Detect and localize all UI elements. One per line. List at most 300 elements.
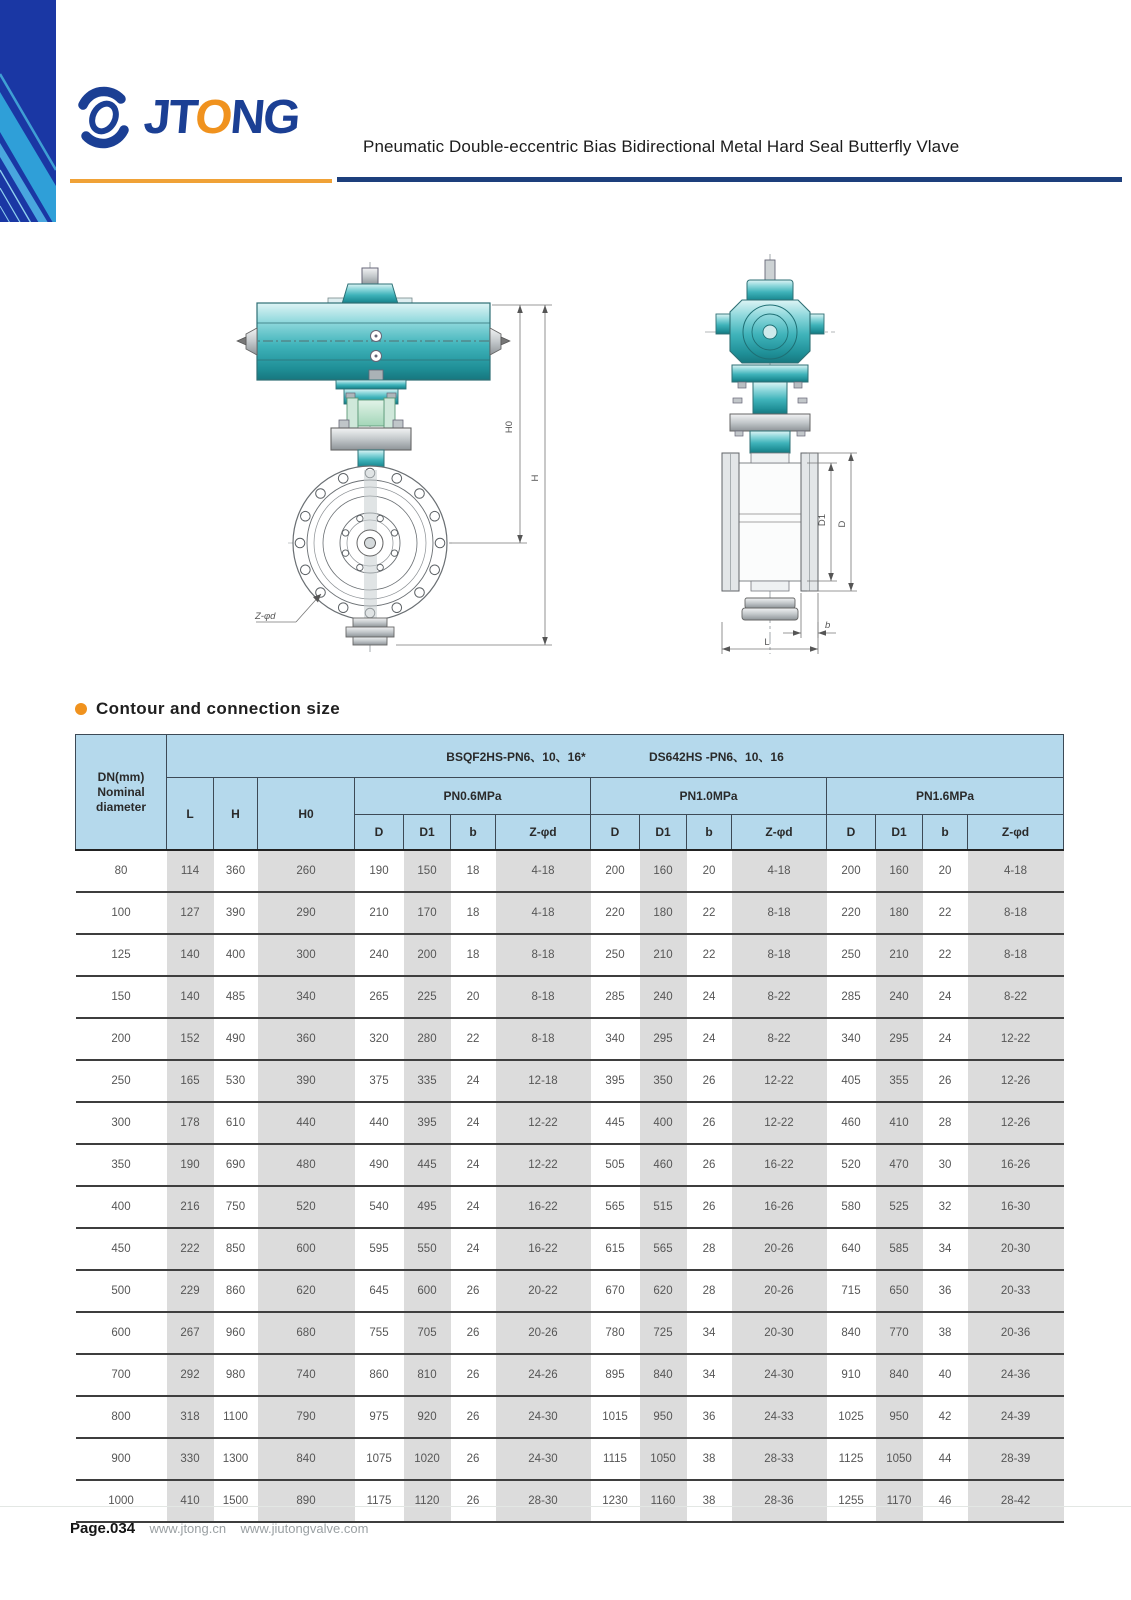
table-cell: 500 xyxy=(76,1270,167,1312)
table-cell: 24-33 xyxy=(732,1396,827,1438)
table-cell: 600 xyxy=(258,1228,355,1270)
table-cell: 1025 xyxy=(827,1396,876,1438)
table-cell: 450 xyxy=(76,1228,167,1270)
table-cell: 700 xyxy=(76,1354,167,1396)
table-cell: 1230 xyxy=(591,1480,640,1522)
table-cell: 440 xyxy=(258,1102,355,1144)
table-cell: 260 xyxy=(258,850,355,892)
logo xyxy=(72,86,299,150)
table-cell: 20-26 xyxy=(496,1312,591,1354)
table-cell: 210 xyxy=(640,934,687,976)
table-cell: 525 xyxy=(876,1186,923,1228)
table-row xyxy=(76,1060,1064,1102)
table-cell: 515 xyxy=(640,1186,687,1228)
table-cell: 340 xyxy=(827,1018,876,1060)
table-cell: 285 xyxy=(591,976,640,1018)
table-cell: 650 xyxy=(876,1270,923,1312)
header-pn10: PN1.0MPa xyxy=(591,778,827,815)
table-cell: 680 xyxy=(258,1312,355,1354)
section-heading-row xyxy=(75,699,340,719)
table-cell: 40 xyxy=(923,1354,968,1396)
table-cell: 22 xyxy=(923,934,968,976)
table-cell: 20-22 xyxy=(496,1270,591,1312)
table-cell: 24 xyxy=(451,1228,496,1270)
table-cell: 445 xyxy=(591,1102,640,1144)
table-cell: 160 xyxy=(640,850,687,892)
table-cell: 114 xyxy=(167,850,214,892)
table-cell: 8-18 xyxy=(496,934,591,976)
table-cell: 26 xyxy=(451,1396,496,1438)
table-cell: 390 xyxy=(258,1060,355,1102)
table-cell: 460 xyxy=(640,1144,687,1186)
table-cell: 350 xyxy=(76,1144,167,1186)
table-cell: 360 xyxy=(214,850,258,892)
table-cell: 190 xyxy=(167,1144,214,1186)
table-cell: 395 xyxy=(591,1060,640,1102)
table-row xyxy=(76,1312,1064,1354)
table-cell: 34 xyxy=(687,1312,732,1354)
table-cell: 200 xyxy=(591,850,640,892)
table-cell: 960 xyxy=(214,1312,258,1354)
logo-text-o: O xyxy=(192,91,233,144)
table-cell: 100 xyxy=(76,892,167,934)
table-cell: 38 xyxy=(687,1438,732,1480)
table-cell: 24-30 xyxy=(496,1438,591,1480)
table-cell: 18 xyxy=(451,892,496,934)
table-cell: 485 xyxy=(214,976,258,1018)
table-cell: 295 xyxy=(876,1018,923,1060)
table-cell: 24 xyxy=(923,1018,968,1060)
table-cell: 705 xyxy=(404,1312,451,1354)
table-cell: 28 xyxy=(923,1102,968,1144)
table-cell: 12-22 xyxy=(496,1102,591,1144)
table-cell: 28-39 xyxy=(968,1438,1064,1480)
dim-label-l: L xyxy=(764,637,770,648)
table-cell: 16-26 xyxy=(732,1186,827,1228)
pneumatic-actuator xyxy=(237,268,510,392)
table-cell: 127 xyxy=(167,892,214,934)
table-cell: 520 xyxy=(827,1144,876,1186)
table-cell: 24-30 xyxy=(496,1396,591,1438)
table-cell: 200 xyxy=(827,850,876,892)
table-cell: 4-18 xyxy=(496,892,591,934)
table-cell: 405 xyxy=(827,1060,876,1102)
header-sub-d: D xyxy=(355,815,404,851)
table-cell: 18 xyxy=(451,934,496,976)
table-cell: 300 xyxy=(258,934,355,976)
table-cell: 740 xyxy=(258,1354,355,1396)
page-number: Page.034 xyxy=(70,1520,136,1537)
header-sub-b: b xyxy=(451,815,496,851)
table-cell: 20-30 xyxy=(732,1312,827,1354)
page-title: Pneumatic Double-eccentric Bias Bidirectional Metal Hard Seal Butterfly Vlave xyxy=(363,137,960,156)
table-cell: 8-18 xyxy=(732,934,827,976)
table-cell: 26 xyxy=(451,1354,496,1396)
jtong-swirl-icon xyxy=(72,86,136,150)
table-cell: 210 xyxy=(876,934,923,976)
page-footer xyxy=(0,1506,1131,1538)
header-col-l: L xyxy=(167,778,214,851)
table-cell: 550 xyxy=(404,1228,451,1270)
table-cell: 840 xyxy=(827,1312,876,1354)
table-cell: 8-22 xyxy=(968,976,1064,1018)
table-cell: 36 xyxy=(923,1270,968,1312)
table-cell: 26 xyxy=(687,1102,732,1144)
table-cell: 12-26 xyxy=(968,1102,1064,1144)
table-cell: 620 xyxy=(258,1270,355,1312)
dim-label-z-phi-d: Z-φd xyxy=(255,611,276,622)
table-row xyxy=(76,892,1064,934)
table-cell: 280 xyxy=(404,1018,451,1060)
logo-text-ng: NG xyxy=(228,91,301,144)
table-cell: 615 xyxy=(591,1228,640,1270)
table-cell: 900 xyxy=(76,1438,167,1480)
table-cell: 565 xyxy=(591,1186,640,1228)
table-cell: 395 xyxy=(404,1102,451,1144)
table-cell: 150 xyxy=(76,976,167,1018)
header-col-h0: H0 xyxy=(258,778,355,851)
table-cell: 1000 xyxy=(76,1480,167,1522)
table-cell: 840 xyxy=(258,1438,355,1480)
table-cell: 890 xyxy=(258,1480,355,1522)
table-cell: 24-26 xyxy=(496,1354,591,1396)
table-cell: 12-26 xyxy=(968,1060,1064,1102)
table-cell: 318 xyxy=(167,1396,214,1438)
table-row xyxy=(76,1228,1064,1270)
table-cell: 840 xyxy=(640,1354,687,1396)
table-cell: 26 xyxy=(451,1438,496,1480)
section-heading: Contour and connection size xyxy=(96,699,341,718)
header-pn06: PN0.6MPa xyxy=(355,778,591,815)
orange-bullet-icon xyxy=(75,703,87,715)
table-cell: 750 xyxy=(214,1186,258,1228)
table-cell: 950 xyxy=(640,1396,687,1438)
table-cell: 670 xyxy=(591,1270,640,1312)
table-cell: 850 xyxy=(214,1228,258,1270)
table-cell: 375 xyxy=(355,1060,404,1102)
side-view-drawing xyxy=(645,248,880,658)
table-cell: 180 xyxy=(876,892,923,934)
table-cell: 950 xyxy=(876,1396,923,1438)
table-row xyxy=(76,1102,1064,1144)
table-row xyxy=(76,1270,1064,1312)
header-sub-d: D xyxy=(827,815,876,851)
table-cell: 20 xyxy=(451,976,496,1018)
table-cell: 24-36 xyxy=(968,1354,1064,1396)
table-cell: 22 xyxy=(451,1018,496,1060)
table-cell: 1050 xyxy=(640,1438,687,1480)
table-cell: 355 xyxy=(876,1060,923,1102)
table-cell: 800 xyxy=(76,1396,167,1438)
table-cell: 16-22 xyxy=(496,1186,591,1228)
table-cell: 28-33 xyxy=(732,1438,827,1480)
table-cell: 610 xyxy=(214,1102,258,1144)
table-cell: 24 xyxy=(687,976,732,1018)
table-cell: 140 xyxy=(167,934,214,976)
table-cell: 4-18 xyxy=(732,850,827,892)
table-cell: 12-22 xyxy=(732,1102,827,1144)
table-cell: 46 xyxy=(923,1480,968,1522)
table-cell: 140 xyxy=(167,976,214,1018)
table-row xyxy=(76,1186,1064,1228)
table-cell: 1500 xyxy=(214,1480,258,1522)
valve-neck-and-flange xyxy=(331,380,411,468)
table-cell: 350 xyxy=(640,1060,687,1102)
table-cell: 34 xyxy=(923,1228,968,1270)
table-cell: 400 xyxy=(214,934,258,976)
table-cell: 1125 xyxy=(827,1438,876,1480)
front-view-drawing xyxy=(200,248,565,658)
table-cell: 38 xyxy=(687,1480,732,1522)
actuator-side xyxy=(716,260,824,453)
table-cell: 200 xyxy=(404,934,451,976)
valve-disc xyxy=(293,466,447,645)
table-cell: 292 xyxy=(167,1354,214,1396)
table-cell: 8-18 xyxy=(968,934,1064,976)
blue-rule xyxy=(337,177,1122,182)
table-cell: 585 xyxy=(876,1228,923,1270)
header-sub-d: D xyxy=(591,815,640,851)
table-cell: 170 xyxy=(404,892,451,934)
table-cell: 222 xyxy=(167,1228,214,1270)
table-cell: 20-26 xyxy=(732,1270,827,1312)
table-cell: 530 xyxy=(214,1060,258,1102)
table-cell: 595 xyxy=(355,1228,404,1270)
header-col-h: H xyxy=(214,778,258,851)
table-cell: 8-18 xyxy=(968,892,1064,934)
table-cell: 1170 xyxy=(876,1480,923,1522)
table-cell: 290 xyxy=(258,892,355,934)
header-sub-z: Z-φd xyxy=(496,815,591,851)
table-cell: 1255 xyxy=(827,1480,876,1522)
table-cell: 12-22 xyxy=(732,1060,827,1102)
table-cell: 12-18 xyxy=(496,1060,591,1102)
table-cell: 16-22 xyxy=(732,1144,827,1186)
table-cell: 1100 xyxy=(214,1396,258,1438)
table-cell: 32 xyxy=(923,1186,968,1228)
table-cell: 640 xyxy=(827,1228,876,1270)
table-cell: 125 xyxy=(76,934,167,976)
table-cell: 20-30 xyxy=(968,1228,1064,1270)
table-cell: 30 xyxy=(923,1144,968,1186)
table-cell: 860 xyxy=(214,1270,258,1312)
table-cell: 26 xyxy=(451,1312,496,1354)
table-row xyxy=(76,976,1064,1018)
table-cell: 225 xyxy=(404,976,451,1018)
table-cell: 250 xyxy=(76,1060,167,1102)
decor-band xyxy=(0,0,56,222)
dim-label-h0: H0 xyxy=(504,420,515,434)
table-cell: 178 xyxy=(167,1102,214,1144)
table-cell: 24 xyxy=(687,1018,732,1060)
header-sub-b: b xyxy=(687,815,732,851)
table-cell: 36 xyxy=(687,1396,732,1438)
table-cell: 860 xyxy=(355,1354,404,1396)
table-cell: 28-42 xyxy=(968,1480,1064,1522)
table-cell: 335 xyxy=(404,1060,451,1102)
table-row xyxy=(76,1144,1064,1186)
table-body xyxy=(76,850,1064,1522)
header-dn: DN(mm) Nominal diameter xyxy=(76,735,167,851)
table-cell: 690 xyxy=(214,1144,258,1186)
table-cell: 265 xyxy=(355,976,404,1018)
table-cell: 34 xyxy=(687,1354,732,1396)
table-cell: 895 xyxy=(591,1354,640,1396)
logo-text xyxy=(141,91,301,144)
table-row xyxy=(76,850,1064,892)
table-cell: 250 xyxy=(827,934,876,976)
table-row xyxy=(76,1438,1064,1480)
table-cell: 400 xyxy=(76,1186,167,1228)
table-cell: 300 xyxy=(76,1102,167,1144)
table-cell: 80 xyxy=(76,850,167,892)
table-cell: 190 xyxy=(355,850,404,892)
table-cell: 8-22 xyxy=(732,1018,827,1060)
table-cell: 285 xyxy=(827,976,876,1018)
table-cell: 410 xyxy=(876,1102,923,1144)
table-cell: 24 xyxy=(451,1144,496,1186)
table-cell: 200 xyxy=(76,1018,167,1060)
table-cell: 18 xyxy=(451,850,496,892)
table-row xyxy=(76,1018,1064,1060)
table-cell: 600 xyxy=(404,1270,451,1312)
table-cell: 390 xyxy=(214,892,258,934)
table-cell: 1075 xyxy=(355,1438,404,1480)
table-cell: 20-26 xyxy=(732,1228,827,1270)
header-model-left: BSQF2HS-PN6、10、16* xyxy=(446,749,586,764)
orange-rule xyxy=(70,179,332,183)
table-cell: 600 xyxy=(76,1312,167,1354)
table-cell: 790 xyxy=(258,1396,355,1438)
table-row xyxy=(76,1354,1064,1396)
table-cell: 20-36 xyxy=(968,1312,1064,1354)
table-cell: 26 xyxy=(687,1144,732,1186)
table-cell: 1115 xyxy=(591,1438,640,1480)
table-cell: 28 xyxy=(687,1228,732,1270)
table-cell: 330 xyxy=(167,1438,214,1480)
table-cell: 210 xyxy=(355,892,404,934)
table-cell: 8-18 xyxy=(496,976,591,1018)
table-cell: 42 xyxy=(923,1396,968,1438)
table-cell: 645 xyxy=(355,1270,404,1312)
table-cell: 8-18 xyxy=(496,1018,591,1060)
table-cell: 24-30 xyxy=(732,1354,827,1396)
table-cell: 8-22 xyxy=(732,976,827,1018)
table-cell: 580 xyxy=(827,1186,876,1228)
header-sub-b: b xyxy=(923,815,968,851)
header-pn16: PN1.6MPa xyxy=(827,778,1064,815)
header-models xyxy=(167,735,1064,778)
table-cell: 840 xyxy=(876,1354,923,1396)
table-cell: 28-36 xyxy=(732,1480,827,1522)
table-cell: 44 xyxy=(923,1438,968,1480)
header-sub-d1: D1 xyxy=(640,815,687,851)
table-cell: 12-22 xyxy=(496,1144,591,1186)
table-cell: 220 xyxy=(827,892,876,934)
table-cell: 440 xyxy=(355,1102,404,1144)
table-cell: 340 xyxy=(591,1018,640,1060)
table-cell: 1175 xyxy=(355,1480,404,1522)
table-cell: 975 xyxy=(355,1396,404,1438)
table-cell: 400 xyxy=(640,1102,687,1144)
table-cell: 1300 xyxy=(214,1438,258,1480)
table-cell: 20-33 xyxy=(968,1270,1064,1312)
table-cell: 16-26 xyxy=(968,1144,1064,1186)
table-cell: 26 xyxy=(923,1060,968,1102)
table-cell: 540 xyxy=(355,1186,404,1228)
table-cell: 16-30 xyxy=(968,1186,1064,1228)
header-sub-z: Z-φd xyxy=(732,815,827,851)
table-cell: 26 xyxy=(451,1480,496,1522)
table-cell: 980 xyxy=(214,1354,258,1396)
table-cell: 620 xyxy=(640,1270,687,1312)
table-cell: 780 xyxy=(591,1312,640,1354)
table-cell: 267 xyxy=(167,1312,214,1354)
footer-url-1: www.jtong.cn xyxy=(149,1521,227,1536)
dim-label-b: b xyxy=(825,620,831,631)
logo-text-jt: JT xyxy=(141,91,198,144)
table-cell: 24-39 xyxy=(968,1396,1064,1438)
table-cell: 715 xyxy=(827,1270,876,1312)
table-cell: 770 xyxy=(876,1312,923,1354)
dim-label-d: D xyxy=(837,520,848,528)
table-cell: 22 xyxy=(687,934,732,976)
table-cell: 20 xyxy=(923,850,968,892)
table-cell: 470 xyxy=(876,1144,923,1186)
table-cell: 410 xyxy=(167,1480,214,1522)
table-row xyxy=(76,1396,1064,1438)
table-cell: 360 xyxy=(258,1018,355,1060)
table-cell: 4-18 xyxy=(968,850,1064,892)
table-cell: 26 xyxy=(451,1270,496,1312)
table-cell: 295 xyxy=(640,1018,687,1060)
table-cell: 1050 xyxy=(876,1438,923,1480)
table-cell: 505 xyxy=(591,1144,640,1186)
table-cell: 725 xyxy=(640,1312,687,1354)
table-cell: 16-22 xyxy=(496,1228,591,1270)
table-cell: 152 xyxy=(167,1018,214,1060)
header-model-right: DS642HS -PN6、10、16 xyxy=(649,749,784,764)
table-row xyxy=(76,934,1064,976)
table-cell: 216 xyxy=(167,1186,214,1228)
table-cell: 22 xyxy=(923,892,968,934)
table-cell: 1120 xyxy=(404,1480,451,1522)
table-cell: 8-18 xyxy=(732,892,827,934)
table-cell: 220 xyxy=(591,892,640,934)
header-sub-z: Z-φd xyxy=(968,815,1064,851)
table-cell: 26 xyxy=(687,1186,732,1228)
table-cell: 1160 xyxy=(640,1480,687,1522)
dim-label-d1: D1 xyxy=(817,513,828,527)
table-cell: 26 xyxy=(687,1060,732,1102)
spec-table-wrap xyxy=(75,734,1064,1523)
table-cell: 28-30 xyxy=(496,1480,591,1522)
table-cell: 910 xyxy=(827,1354,876,1396)
table-cell: 180 xyxy=(640,892,687,934)
table-cell: 22 xyxy=(687,892,732,934)
table-cell: 340 xyxy=(258,976,355,1018)
table-cell: 24 xyxy=(451,1102,496,1144)
table-cell: 38 xyxy=(923,1312,968,1354)
table-cell: 495 xyxy=(404,1186,451,1228)
table-cell: 565 xyxy=(640,1228,687,1270)
table-cell: 480 xyxy=(258,1144,355,1186)
table-cell: 4-18 xyxy=(496,850,591,892)
table-cell: 810 xyxy=(404,1354,451,1396)
table-cell: 165 xyxy=(167,1060,214,1102)
table-cell: 229 xyxy=(167,1270,214,1312)
table-cell: 1015 xyxy=(591,1396,640,1438)
